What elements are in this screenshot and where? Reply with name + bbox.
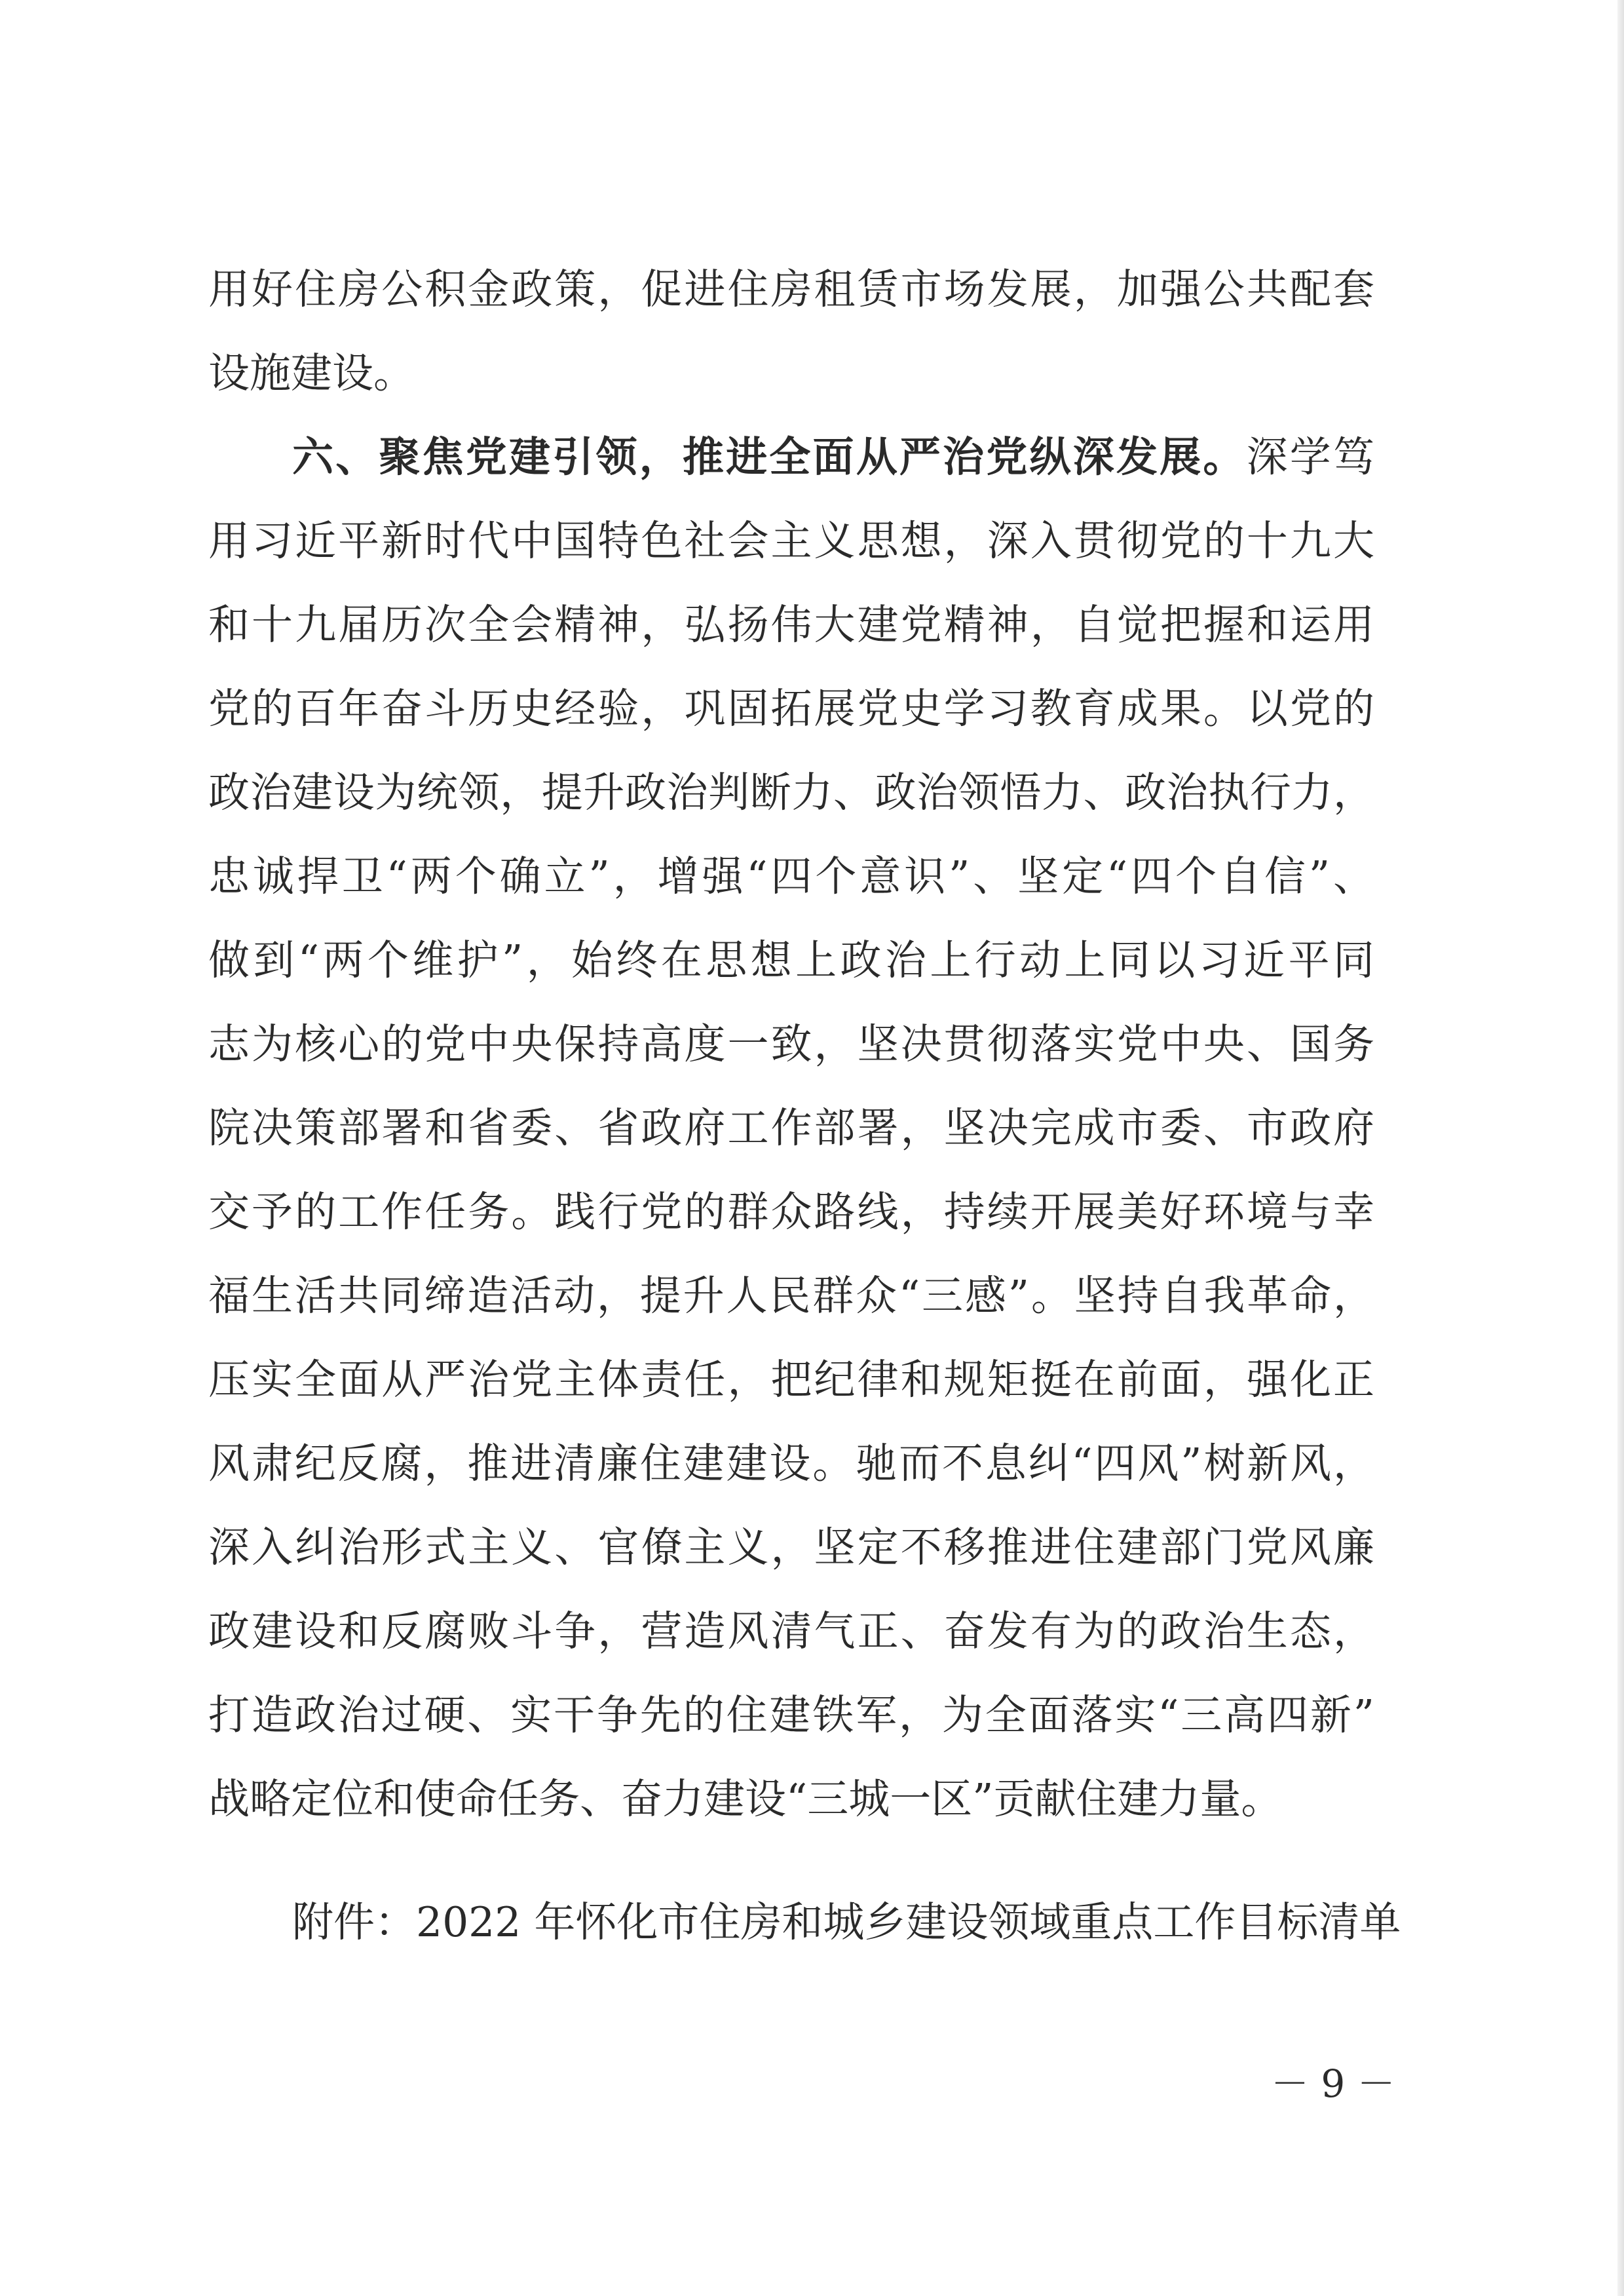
body-text [208,248,1374,1841]
text-line: 战略定位和使命任务、奋力建设“三城一区”贡献住建力量。 [208,1775,1283,1823]
text-line: 深入纠治形式主义、官僚主义，坚定不移推进住建部门党风廉 [208,1523,1374,1571]
attachment-note: 附件：2022 年怀化市住房和城乡建设领域重点工作目标清单 [292,1898,1401,1946]
text-line: 打造政治过硬、实干争先的住建铁军，为全面落实“三高四新” [208,1691,1374,1739]
text-line: 用习近平新时代中国特色社会主义思想，深入贯彻党的十九大 [208,517,1374,565]
text-line: 政治建设为统领，提升政治判断力、政治领悟力、政治执行力， [208,769,1374,816]
heading-line-rest: 深学笃 [1246,433,1375,481]
text-line: 压实全面从严治党主体责任，把纪律和规矩挺在前面，强化正 [208,1356,1374,1404]
text-line: 做到“两个维护”，始终在思想上政治上行动上同以习近平同 [208,936,1374,984]
text-line: 院决策部署和省委、省政府工作部署，坚决完成市委、市政府 [208,1104,1374,1152]
text-line: 交予的工作任务。践行党的群众路线，持续开展美好环境与幸 [208,1188,1374,1236]
page-number: － 9 － [1271,2061,1395,2106]
text-line: 政建设和反腐败斗争，营造风清气正、奋发有为的政治生态， [208,1607,1374,1655]
text-line: 党的百年奋斗历史经验，巩固拓展党史学习教育成果。以党的 [208,685,1374,733]
text-line: 风肃纪反腐，推进清廉住建建设。驰而不息纠“四风”树新风， [208,1440,1374,1487]
text-line: 福生活共同缔造活动，提升人民群众“三感”。坚持自我革命， [208,1272,1374,1320]
text-line: 用好住房公积金政策，促进住房租赁市场发展，加强公共配套 [208,265,1374,313]
text-line: 设施建设。 [208,349,415,397]
text-line: 忠诚捍卫“两个确立”，增强“四个意识”、坚定“四个自信”、 [208,852,1374,900]
scan-edge [1617,0,1624,2296]
section-heading: 六、聚焦党建引领，推进全面从严治党纵深发展。 [292,433,1247,481]
section-heading-line [208,415,1374,499]
text-line: 志为核心的党中央保持高度一致，坚决贯彻落实党中央、国务 [208,1020,1374,1068]
text-line: 和十九届历次全会精神，弘扬伟大建党精神，自觉把握和运用 [208,601,1374,649]
